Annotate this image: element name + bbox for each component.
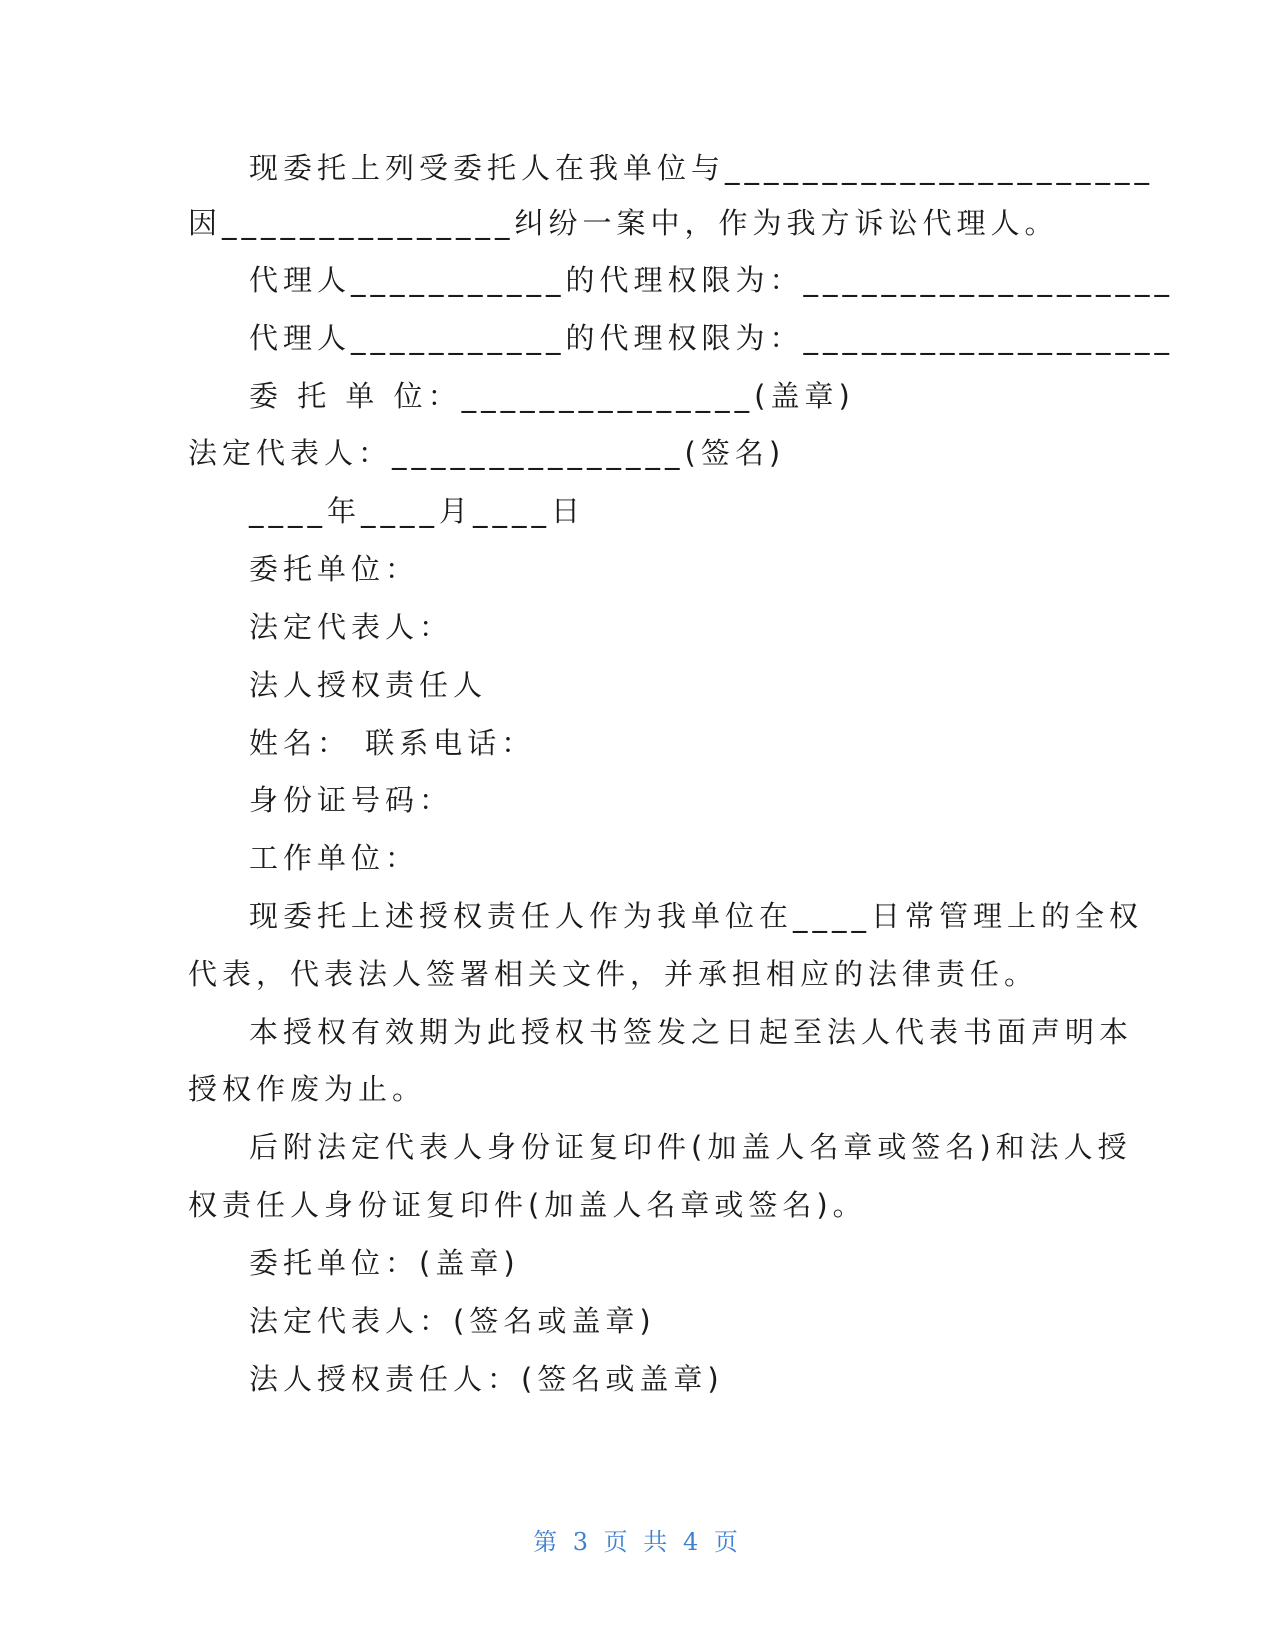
- legal-rep-signature-line: 法定代表人：_______________(签名): [188, 436, 786, 470]
- authorized-person-heading: 法人授权责任人: [249, 668, 488, 702]
- authorization-paragraph-line-1: 现委托上述授权责任人作为我单位在____日常管理上的全权: [249, 899, 1144, 933]
- authorization-paragraph-line-2: 代表，代表法人签署相关文件，并承担相应的法律责任。: [188, 957, 1039, 991]
- agent-authority-line-2: 代理人___________的代理权限为：___________________: [249, 321, 1175, 355]
- delegation-intro-line: 现委托上列受委托人在我单位与______________________: [249, 151, 1155, 185]
- work-unit-line: 工作单位：: [249, 841, 420, 875]
- name-phone-line: 姓名： 联系电话：: [249, 726, 536, 760]
- agent-authority-line-1: 代理人___________的代理权限为：___________________: [249, 263, 1175, 297]
- entrusting-unit-label: 委托单位：: [249, 552, 420, 586]
- validity-paragraph-line-2: 授权作废为止。: [188, 1072, 427, 1106]
- dispute-case-line: 因_______________纠纷一案中，作为我方诉讼代理人。: [188, 206, 1059, 240]
- authorized-person-sign: 法人授权责任人：(签名或盖章): [249, 1362, 724, 1396]
- legal-rep-label: 法定代表人：: [249, 610, 454, 644]
- entrusting-unit-seal-line: 委 托 单 位：_______________(盖章): [249, 379, 855, 413]
- page-number-footer: 第 3 页 共 4 页: [533, 1528, 742, 1556]
- validity-paragraph-line-1: 本授权有效期为此授权书签发之日起至法人代表书面声明本: [249, 1015, 1134, 1049]
- id-number-line: 身份证号码：: [249, 783, 454, 817]
- attachment-paragraph-line-1: 后附法定代表人身份证复印件(加盖人名章或签名)和法人授: [249, 1130, 1132, 1164]
- date-line: ____年____月____日: [249, 494, 586, 528]
- legal-rep-sign: 法定代表人：(签名或盖章): [249, 1304, 656, 1338]
- entrusting-unit-seal-sign: 委托单位：(盖章): [249, 1246, 520, 1280]
- attachment-paragraph-line-2: 权责任人身份证复印件(加盖人名章或签名)。: [188, 1188, 867, 1222]
